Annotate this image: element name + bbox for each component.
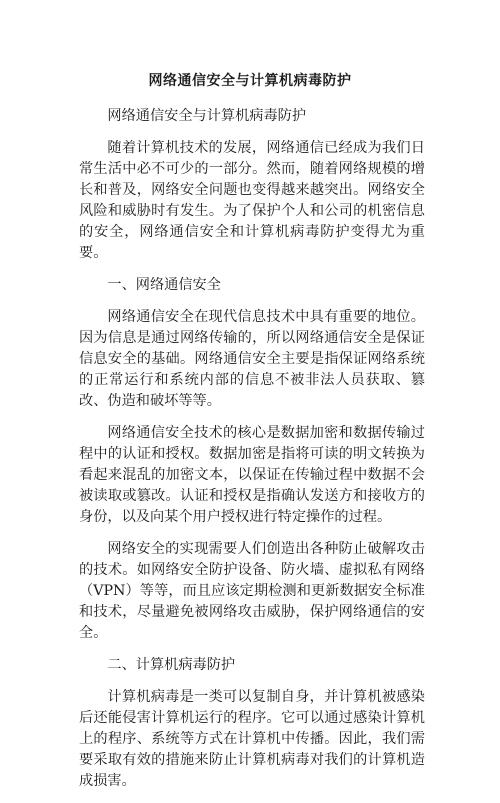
paragraph: 计算机病毒是一类可以复制自身，并计算机被感染后还能侵害计算机运行的程序。它可以通过感染计算机上的程序、系统等方式在计算机中传播。因此，我们需要采取有效的措施来防止计算机病毒对我们的计算机造成损害。 xyxy=(79,689,425,789)
paragraph: 网络通信安全在现代信息技术中具有重要的地位。因为信息是通过网络传输的，所以网络通信安全是保证信息安全的基础。网络通信安全主要是指保证网络系统的正常运行和系统内部的信息不被非法人员获取、篡改、伪造和破坏等等。 xyxy=(79,309,425,409)
paragraph: 随着计算机技术的发展，网络通信已经成为我们日常生活中必不可少的一部分。然而，随着网络规模的增长和普及，网络安全问题也变得越来越突出。网络安全风险和威胁时有发生。为了保护个人和公司的机密信息的安全，网络通信安全和计算机病毒防护变得尤为重要。 xyxy=(79,140,425,261)
section-heading: 一、网络通信安全 xyxy=(107,277,221,293)
section-heading: 二、计算机病毒防护 xyxy=(107,657,236,673)
section-heading: 网络通信安全与计算机病毒防护 xyxy=(107,108,307,124)
document-body xyxy=(79,106,425,803)
paragraph: 网络安全的实现需要人们创造出各种防止破解攻击的技术。如网络安全防护设备、防火墙、虚拟私有网络（VPN）等等，而且应该定期检测和更新数据安全标准和技术，尽量避免被网络攻击威胁，保护网络通信的安全。 xyxy=(79,541,425,641)
document-title: 网络通信安全与计算机病毒防护 xyxy=(148,73,352,89)
paragraph: 网络通信安全技术的核心是数据加密和数据传输过程中的认证和授权。数据加密是指将可读的明文转换为看起来混乱的加密文本，以保证在传输过程中数据不会被读取或篡改。认证和授权是指确认发送方和接收方的身份，以及向某个用户授权进行特定操作的过程。 xyxy=(79,425,425,525)
